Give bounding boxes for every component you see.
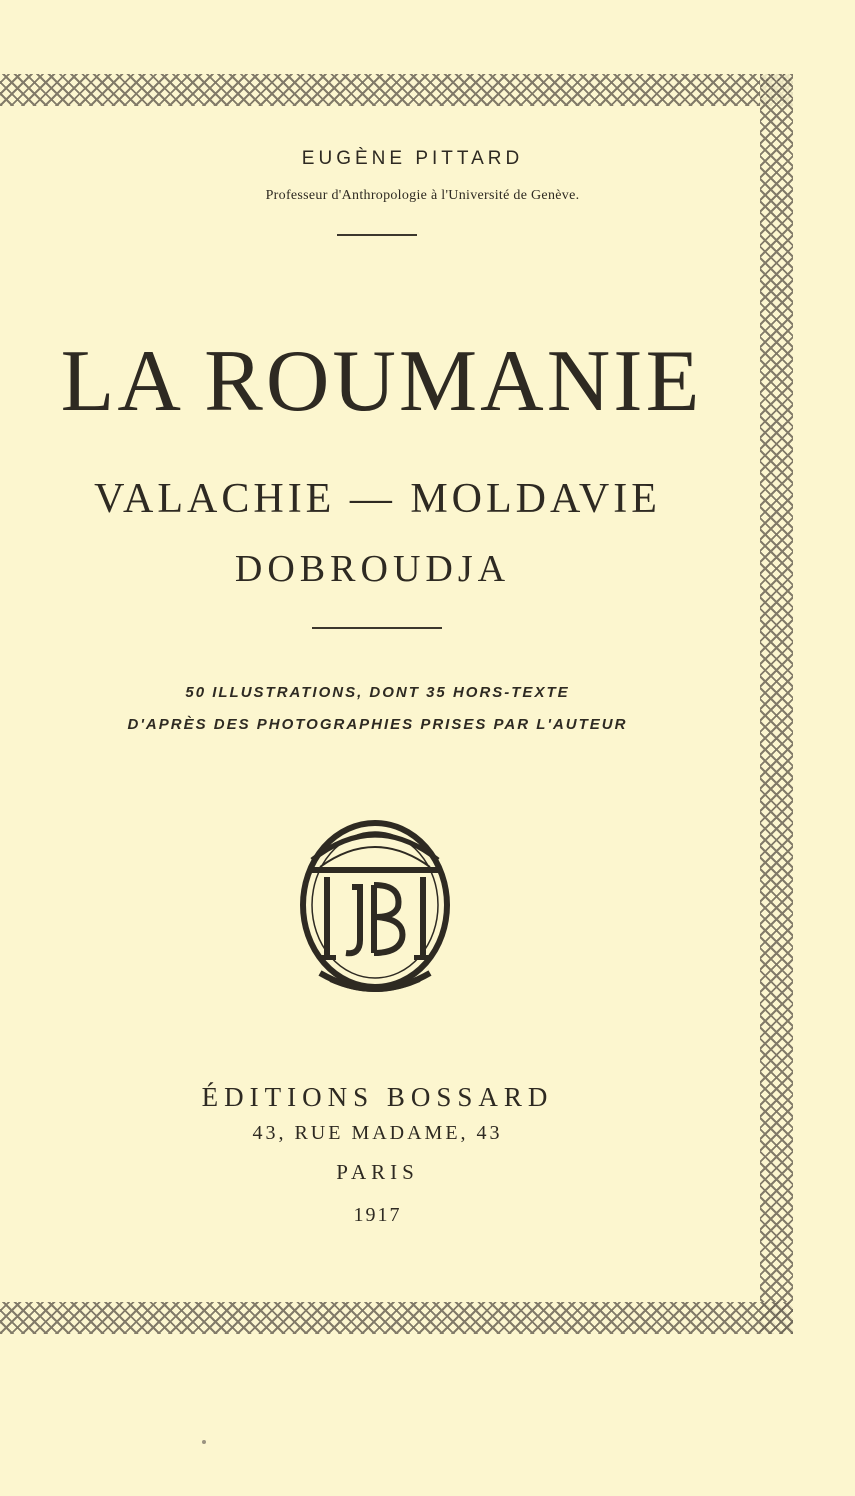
divider-rule [337, 234, 417, 236]
publication-city: PARIS [336, 1160, 419, 1184]
decorative-border-top [0, 74, 793, 106]
author-affiliation: Professeur d'Anthropologie à l'Université de Genève. [265, 188, 580, 203]
illustrations-note-line-1: 50 ILLUSTRATIONS, DONT 35 HORS-TEXTE [185, 684, 570, 701]
publication-year: 1917 [353, 1204, 402, 1226]
publisher-monogram-icon [290, 805, 460, 1000]
paper-speck [202, 1440, 206, 1444]
book-subtitle-line-1: VALACHIE — MOLDAVIE [94, 476, 661, 522]
decorative-border-bottom [0, 1302, 793, 1334]
illustrations-note-line-2: D'APRÈS DES PHOTOGRAPHIES PRISES PAR L'AUTEUR [127, 716, 628, 733]
decorative-border-right [760, 74, 793, 1334]
divider-rule [312, 627, 442, 629]
author-name: EUGÈNE PITTARD [301, 148, 524, 169]
publisher-address: 43, RUE MADAME, 43 [252, 1122, 503, 1144]
book-title: LA ROUMANIE [60, 333, 703, 430]
book-subtitle-line-2: DOBROUDJA [234, 548, 511, 590]
publisher-name: ÉDITIONS BOSSARD [201, 1082, 554, 1112]
